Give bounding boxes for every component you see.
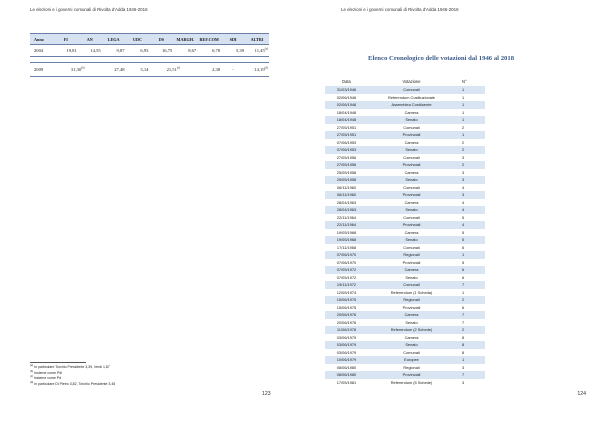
header-number: N° <box>455 77 485 86</box>
chronology-title: Elenco Cronologico delle votazioni dal 1946 al 2018 <box>368 55 515 62</box>
cell-date: 27/05/1951 <box>325 131 368 139</box>
cell-vote: Assemblea Costituente <box>368 101 455 109</box>
cell-date: 20/06/1976 <box>325 311 368 319</box>
cell-vote: Camera <box>368 311 455 319</box>
table-row <box>325 236 485 244</box>
cell-vote: Regionali <box>368 364 455 372</box>
cell-vote: Senato <box>368 236 455 244</box>
footnote-text: In particolare Torchio Presidente 3,39, Verdi 1,87 <box>34 365 110 369</box>
cell-date: 03/06/1979 <box>325 334 368 342</box>
cell-number: 5 <box>455 214 485 222</box>
cell-altri <box>245 63 269 77</box>
cell-date: 07/06/1970 <box>325 259 368 267</box>
table-row <box>325 229 485 237</box>
table-row <box>325 364 485 372</box>
footnote-mark: (a) <box>30 363 34 367</box>
table-row <box>325 146 485 154</box>
cell-number: 4 <box>455 221 485 229</box>
table-row <box>325 341 485 349</box>
cell-date: 27/05/1956 <box>325 161 368 169</box>
cell-altri-value: 14,19 <box>254 67 265 72</box>
cell-number: 2 <box>455 296 485 304</box>
cell-refcom: 6,78 <box>197 45 221 57</box>
cell-number: 7 <box>455 319 485 327</box>
table-row <box>30 45 269 57</box>
cell-number: 1 <box>455 356 485 364</box>
cell-udc: 6,93 <box>126 45 150 57</box>
table-row <box>30 63 269 77</box>
footnote-mark: (c) <box>30 374 34 378</box>
cell-pdl <box>54 63 102 77</box>
cell-vote: Provinciali <box>368 304 455 312</box>
cell-udc: 3,14 <box>126 63 150 77</box>
cell-number: 1 <box>455 289 485 297</box>
cell-date: 18/04/1948 <box>325 109 368 117</box>
table-row <box>325 296 485 304</box>
cell-date: 10/06/1979 <box>325 356 368 364</box>
cell-vote: Regionali <box>368 296 455 304</box>
cell-number: 7 <box>455 281 485 289</box>
cell-vote: Senato <box>368 176 455 184</box>
table-row <box>325 191 485 199</box>
cell-sdi: - <box>221 63 245 77</box>
cell-number: 6 <box>455 266 485 274</box>
header-fi: FI <box>54 34 78 45</box>
cell-vote: Provinciali <box>368 371 455 379</box>
table-row <box>325 169 485 177</box>
cell-number: 1 <box>455 101 485 109</box>
cell-number: 1 <box>455 116 485 124</box>
table-row <box>325 379 485 387</box>
header-anno: Anno <box>30 34 54 45</box>
cell-lega: 9,87 <box>102 45 126 57</box>
cell-altri <box>245 45 269 57</box>
cell-margh: 8,67 <box>173 45 197 57</box>
cell-date: 15/06/1975 <box>325 296 368 304</box>
header-ds: DS <box>149 34 173 45</box>
table-row <box>325 206 485 214</box>
table-row <box>325 131 485 139</box>
page-number: 124 <box>577 391 586 397</box>
cell-number: 1 <box>455 131 485 139</box>
header-margh: MARGH. <box>173 34 197 45</box>
cell-vote: Senato <box>368 206 455 214</box>
table-row <box>325 274 485 282</box>
cell-date: 11/06/1978 <box>325 326 368 334</box>
cell-number: 5 <box>455 229 485 237</box>
cell-number: 3 <box>455 154 485 162</box>
cell-number: 6 <box>455 244 485 252</box>
cell-date: 17/11/1968 <box>325 244 368 252</box>
cell-vote: Senato <box>368 319 455 327</box>
cell-date: 27/05/1956 <box>325 154 368 162</box>
cell-number: 3 <box>455 379 485 387</box>
cell-vote: Camera <box>368 266 455 274</box>
chronology-table <box>325 77 485 386</box>
running-header: Le elezioni e i governi comunali di Rivolta d'Adda 1946-2016 <box>30 7 148 12</box>
footnote-text: In particolare Di Pietro 3,82, Torchio Presidente 3,45 <box>34 381 116 386</box>
cell-date: 06/11/1960 <box>325 184 368 192</box>
footnote-ref: (b) <box>81 65 85 70</box>
cell-vote: Senato <box>368 146 455 154</box>
table-row <box>325 214 485 222</box>
cell-date: 03/06/1979 <box>325 349 368 357</box>
cell-number: 4 <box>455 206 485 214</box>
cell-vote: Comunali <box>368 184 455 192</box>
cell-date: 12/05/1974 <box>325 289 368 297</box>
table-row <box>325 319 485 327</box>
cell-date: 15/06/1975 <box>325 304 368 312</box>
footnote-ref: (d) <box>264 65 268 70</box>
table-row <box>325 326 485 334</box>
header-date: Data <box>325 77 368 86</box>
cell-vote: Comunali <box>368 86 455 94</box>
cell-date: 22/11/1964 <box>325 221 368 229</box>
cell-vote: Camera <box>368 229 455 237</box>
cell-vote: Comunali <box>368 154 455 162</box>
table-row <box>325 116 485 124</box>
table-row <box>325 334 485 342</box>
table-row <box>325 371 485 379</box>
footnotes <box>30 365 115 387</box>
cell-vote: Referendum (1 Scheda) <box>368 289 455 297</box>
cell-vote: Referendum (5 Schede) <box>368 379 455 387</box>
cell-number: 6 <box>455 274 485 282</box>
header-lega: LEGA <box>102 34 126 45</box>
header-udc: UDC <box>126 34 150 45</box>
cell-vote: Camera <box>368 109 455 117</box>
cell-vote: Provinciali <box>368 191 455 199</box>
cell-an: 14,55 <box>78 45 102 57</box>
cell-number: 7 <box>455 311 485 319</box>
cell-vote: Camera <box>368 169 455 177</box>
cell-altri-value: 11,45 <box>254 48 265 53</box>
cell-date: 25/05/1958 <box>325 176 368 184</box>
cell-number: 3 <box>455 191 485 199</box>
cell-vote: Referendum Costituzionale <box>368 94 455 102</box>
table-row <box>325 289 485 297</box>
table-row <box>325 356 485 364</box>
cell-pd-value: 21,51 <box>166 67 177 72</box>
cell-date: 02/06/1946 <box>325 94 368 102</box>
cell-number: 4 <box>455 184 485 192</box>
cell-date: 02/06/1946 <box>325 101 368 109</box>
cell-refcom: 2,38 <box>197 63 221 77</box>
cell-fi: 19,81 <box>54 45 78 57</box>
footnote-divider <box>30 362 86 363</box>
table-row <box>325 94 485 102</box>
table-row <box>325 109 485 117</box>
footnote <box>30 382 115 388</box>
cell-date: 08/06/1980 <box>325 371 368 379</box>
cell-number: 6 <box>455 304 485 312</box>
footnote-text: Insieme come Pdl <box>34 370 62 375</box>
cell-number: 5 <box>455 236 485 244</box>
cell-date: 17/05/1981 <box>325 379 368 387</box>
cell-date: 08/06/1980 <box>325 364 368 372</box>
cell-vote: Provinciali <box>368 259 455 267</box>
footnote-ref: (c) <box>176 65 181 70</box>
cell-date: 20/06/1976 <box>325 319 368 327</box>
cell-date: 07/05/1972 <box>325 274 368 282</box>
cell-ds: 16,75 <box>149 45 173 57</box>
table-row <box>325 349 485 357</box>
results-table <box>30 33 269 77</box>
cell-number: 3 <box>455 169 485 177</box>
footnote-ref: (a) <box>264 46 268 51</box>
cell-vote: Senato <box>368 116 455 124</box>
cell-number: 7 <box>455 371 485 379</box>
cell-date: 31/03/1946 <box>325 86 368 94</box>
cell-date: 03/06/1979 <box>325 341 368 349</box>
cell-vote: Comunali <box>368 349 455 357</box>
cell-vote: Provinciali <box>368 131 455 139</box>
cell-number: 1 <box>455 109 485 117</box>
cell-vote: Comunali <box>368 281 455 289</box>
cell-number: 3 <box>455 364 485 372</box>
cell-vote: Provinciali <box>368 221 455 229</box>
table-row <box>325 251 485 259</box>
chronology-header-row <box>325 77 485 86</box>
table-row <box>325 184 485 192</box>
cell-date: 19/05/1968 <box>325 229 368 237</box>
header-altri: ALTRI <box>245 34 269 45</box>
cell-number: 1 <box>455 86 485 94</box>
cell-number: 1 <box>455 94 485 102</box>
page-number: 123 <box>262 391 271 397</box>
footnote-mark: (d) <box>30 380 34 384</box>
cell-date: 28/04/1963 <box>325 199 368 207</box>
table-row <box>325 161 485 169</box>
chronology-body <box>325 86 485 386</box>
cell-number: 4 <box>455 199 485 207</box>
table-row <box>325 139 485 147</box>
cell-vote: Provinciali <box>368 161 455 169</box>
cell-date: 22/11/1964 <box>325 214 368 222</box>
cell-date: 07/05/1972 <box>325 266 368 274</box>
cell-pdl-value: 31,30 <box>70 67 82 72</box>
cell-date: 19/11/1972 <box>325 281 368 289</box>
cell-date: 27/05/1951 <box>325 124 368 132</box>
header-refcom: REF.COM <box>197 34 221 45</box>
table-row <box>325 101 485 109</box>
cell-date: 25/05/1958 <box>325 169 368 177</box>
cell-number: 8 <box>455 341 485 349</box>
table-row <box>325 259 485 267</box>
cell-vote: Camera <box>368 334 455 342</box>
cell-vote: Camera <box>368 139 455 147</box>
cell-vote: Referendum (2 Schede) <box>368 326 455 334</box>
table-row <box>325 266 485 274</box>
cell-vote: Camera <box>368 199 455 207</box>
cell-number: 2 <box>455 139 485 147</box>
cell-date: 07/06/1953 <box>325 146 368 154</box>
header-sdi: SDI <box>221 34 245 45</box>
header-vote: Votazione <box>368 77 455 86</box>
cell-number: 2 <box>455 161 485 169</box>
header-an: AN <box>78 34 102 45</box>
cell-number: 8 <box>455 349 485 357</box>
cell-pd <box>149 63 197 77</box>
cell-vote: Senato <box>368 274 455 282</box>
cell-vote: Regionali <box>368 251 455 259</box>
table-row <box>325 86 485 94</box>
cell-year: 2009 <box>30 63 54 77</box>
table-row <box>325 281 485 289</box>
cell-year: 2004 <box>30 45 54 57</box>
cell-date: 18/04/1948 <box>325 116 368 124</box>
table-row <box>325 244 485 252</box>
cell-vote: Europee <box>368 356 455 364</box>
table-row <box>325 124 485 132</box>
footnote-text: Insieme come Pd <box>34 376 62 380</box>
cell-date: 28/04/1963 <box>325 206 368 214</box>
cell-number: 8 <box>455 334 485 342</box>
cell-number: 2 <box>455 146 485 154</box>
table-row <box>325 199 485 207</box>
footnote-mark: (b) <box>30 369 34 373</box>
cell-number: 3 <box>455 176 485 184</box>
table-row <box>325 311 485 319</box>
table-row <box>325 176 485 184</box>
cell-vote: Senato <box>368 341 455 349</box>
cell-date: 19/05/1968 <box>325 236 368 244</box>
running-header: Le elezioni e i governi comunali di Rivolta d'Adda 1946-2016 <box>341 7 459 12</box>
cell-sdi: 5,39 <box>221 45 245 57</box>
cell-vote: Comunali <box>368 124 455 132</box>
table-row <box>325 304 485 312</box>
cell-date: 06/11/1960 <box>325 191 368 199</box>
cell-number: 1 <box>455 251 485 259</box>
cell-lega: 27,48 <box>102 63 126 77</box>
cell-number: 5 <box>455 259 485 267</box>
cell-vote: Comunali <box>368 214 455 222</box>
cell-number: 2 <box>455 326 485 334</box>
cell-date: 07/06/1953 <box>325 139 368 147</box>
cell-vote: Comunali <box>368 244 455 252</box>
cell-date: 07/06/1970 <box>325 251 368 259</box>
table-row <box>325 221 485 229</box>
cell-number: 2 <box>455 124 485 132</box>
results-header-row <box>30 34 269 45</box>
table-row <box>325 154 485 162</box>
